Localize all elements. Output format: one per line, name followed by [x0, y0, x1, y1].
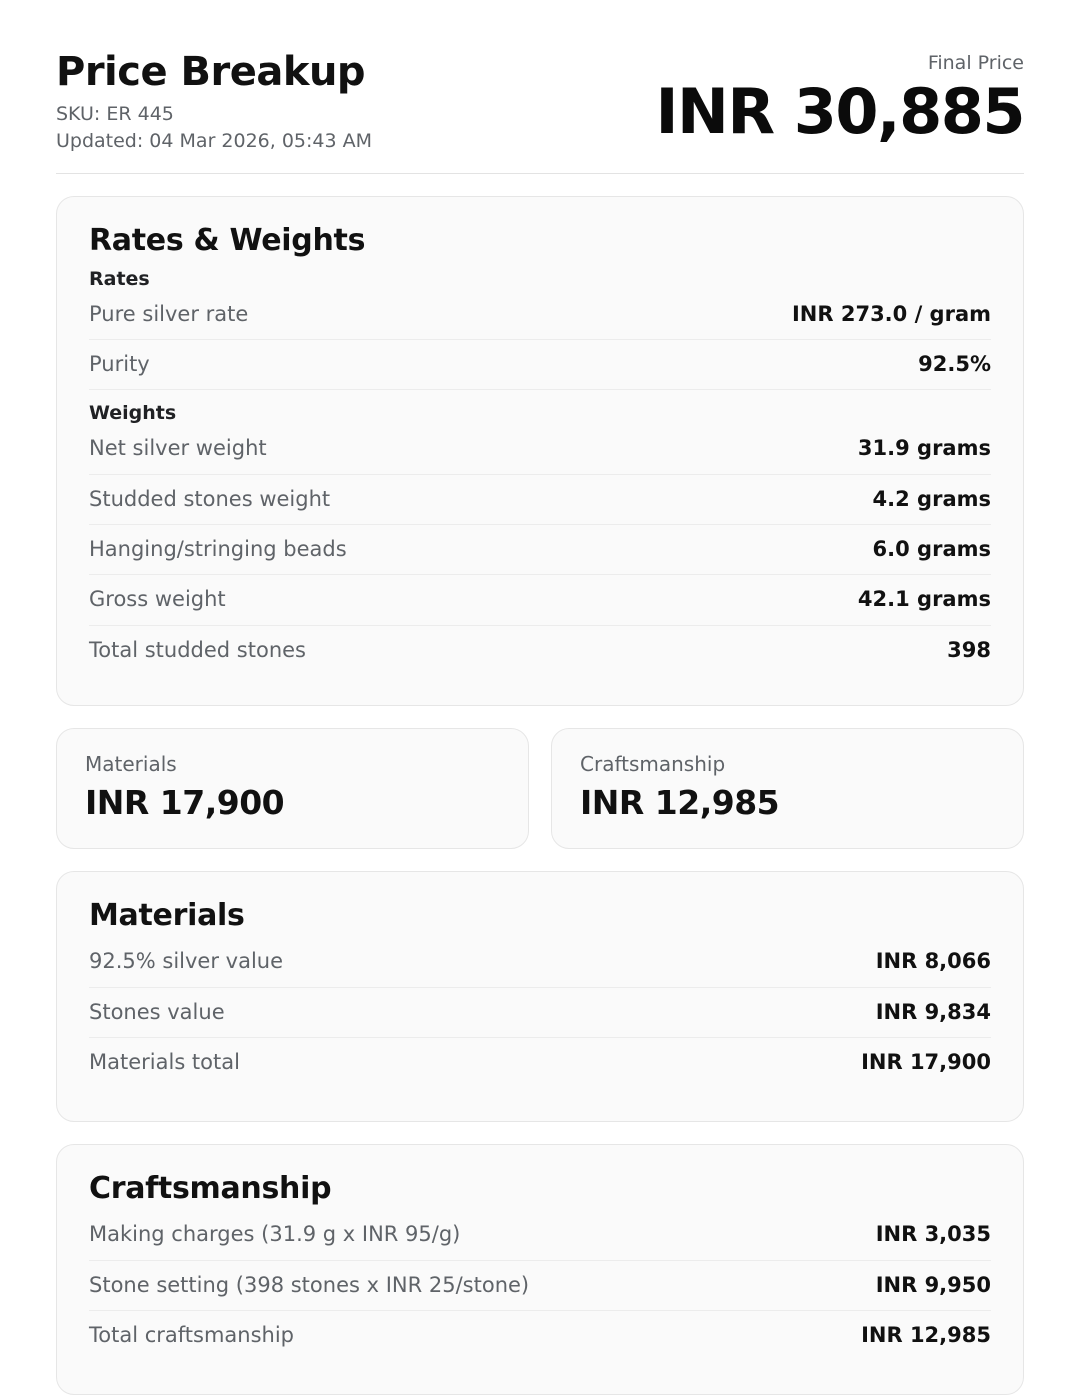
header-left — [56, 46, 372, 155]
totals-row — [56, 728, 1024, 850]
row-value: 398 — [947, 637, 991, 662]
row-label: Net silver weight — [89, 436, 267, 461]
table-row — [89, 475, 991, 525]
table-row — [89, 1311, 991, 1360]
row-label: Total studded stones — [89, 637, 306, 662]
table-row — [89, 1261, 991, 1311]
materials-total-value: INR 17,900 — [85, 782, 285, 822]
row-label: Hanging/stringing beads — [89, 536, 347, 561]
updated-text: Updated: 04 Mar 2026, 05:43 AM — [56, 129, 373, 152]
row-value: 4.2 grams — [872, 486, 991, 511]
materials-total-card — [56, 728, 529, 850]
craftsmanship-total-value: INR 12,985 — [580, 782, 780, 822]
row-label: 92.5% silver value — [89, 949, 284, 974]
header-right — [655, 46, 1024, 146]
table-row — [89, 525, 991, 575]
table-row — [89, 1038, 991, 1087]
row-label: Stones value — [89, 999, 225, 1024]
table-row — [89, 937, 991, 987]
table-row — [89, 340, 991, 390]
row-value: 6.0 grams — [872, 536, 991, 561]
row-value: 42.1 grams — [857, 587, 991, 612]
row-label: Making charges (31.9 g x INR 95/g) — [89, 1222, 461, 1247]
sku-text: SKU: ER 445 — [56, 102, 174, 125]
row-label: Gross weight — [89, 587, 226, 612]
table-row — [89, 1210, 991, 1260]
craftsmanship-title: Craftsmanship — [89, 1171, 332, 1207]
row-value: INR 3,035 — [875, 1222, 991, 1247]
row-value: INR 273.0 / gram — [791, 301, 991, 326]
table-row — [89, 988, 991, 1038]
table-row — [89, 424, 991, 474]
row-value: 92.5% — [918, 352, 991, 377]
craftsmanship-total-card — [551, 728, 1024, 850]
table-row — [89, 626, 991, 675]
craftsmanship-total-label: Craftsmanship — [580, 751, 726, 776]
row-label: Pure silver rate — [89, 301, 249, 326]
materials-title: Materials — [89, 898, 245, 934]
page-title: Price Breakup — [56, 49, 366, 95]
final-price-value: INR 30,885 — [655, 74, 1024, 148]
row-value: INR 8,066 — [875, 949, 991, 974]
table-row — [89, 575, 991, 625]
table-row — [89, 290, 991, 340]
page-header — [56, 46, 1024, 174]
row-label: Materials total — [89, 1050, 240, 1074]
rates-group-label: Rates — [89, 267, 150, 290]
materials-total-label: Materials — [85, 751, 177, 776]
row-label: Purity — [89, 352, 150, 377]
row-value: INR 17,900 — [861, 1050, 991, 1074]
row-value: 31.9 grams — [857, 436, 991, 461]
final-price-label: Final Price — [927, 52, 1024, 74]
materials-card — [56, 871, 1024, 1122]
rates-weights-title: Rates & Weights — [89, 222, 366, 258]
row-value: INR 12,985 — [861, 1322, 991, 1347]
row-label: Studded stones weight — [89, 486, 331, 511]
row-value: INR 9,950 — [875, 1272, 991, 1297]
row-label: Stone setting (398 stones x INR 25/stone) — [89, 1272, 530, 1297]
row-label: Total craftsmanship — [89, 1322, 295, 1347]
craftsmanship-card — [56, 1144, 1024, 1395]
row-value: INR 9,834 — [875, 999, 991, 1024]
weights-group-label: Weights — [89, 402, 177, 425]
rates-weights-card — [56, 196, 1024, 706]
